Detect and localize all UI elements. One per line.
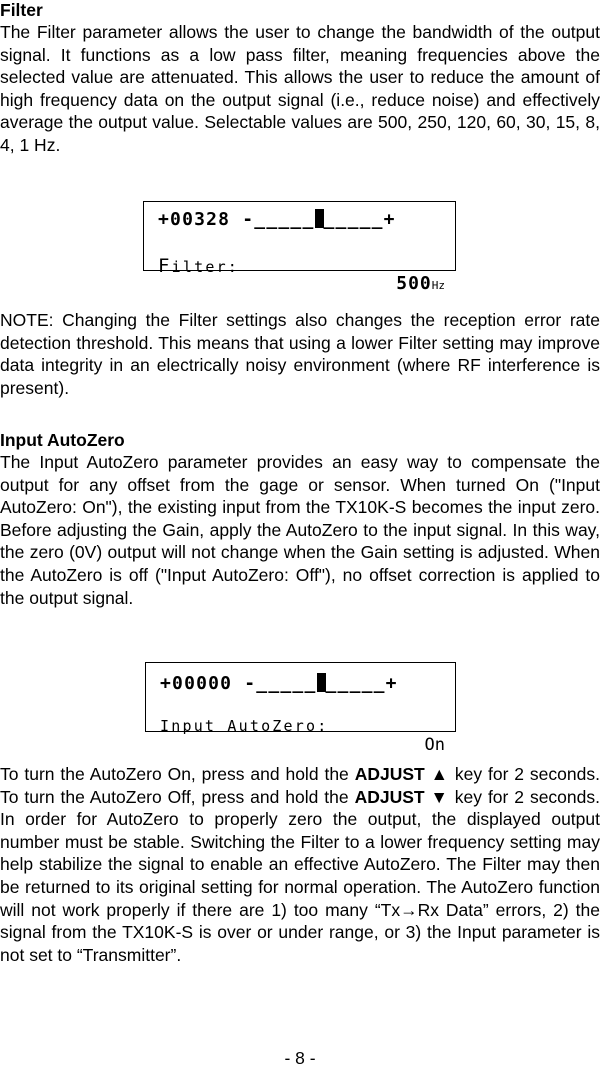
instructions-part-2: key for 2 seconds. To turn the AutoZero Off, press and hold the <box>0 764 600 807</box>
filter-lcd-label-initial: F <box>158 255 172 277</box>
autozero-instructions <box>0 763 600 966</box>
autozero-lcd-reading: +00000 <box>160 673 233 694</box>
instructions-part-3: key for 2 seconds. In order for AutoZero to properly zero the output, the displayed output number must be stable. Switching the Filter to a lower frequency setting may help stabilize the signal to enable an effective AutoZero. The Filter may then be returned to its original setting for normal operation. The AutoZero function will not work properly if there are 1) too many “Tx→Rx Data” errors, 2) the signal from the TX10K-S is over or under range, or 3) the Input parameter is not set to “Transmitter”. <box>0 786 600 965</box>
autozero-heading: Input AutoZero <box>0 430 125 450</box>
instructions-part-1: To turn the AutoZero On, press and hold the <box>0 764 355 784</box>
filter-value-unit: Hz <box>431 279 445 292</box>
bar-cursor-block <box>317 673 326 692</box>
page-number: - 8 - <box>284 1048 316 1068</box>
autozero-lcd-line1 <box>160 673 398 694</box>
filter-lcd-value <box>396 273 445 294</box>
filter-lcd-line1 <box>158 209 396 230</box>
filter-lcd-bar-left: -_____ <box>230 209 315 230</box>
filter-lcd-label-rest: ilter: <box>171 258 240 276</box>
autozero-lcd-display <box>145 662 456 755</box>
filter-value-number: 500 <box>396 273 432 294</box>
adjust-down-key: ADJUST ▼ <box>354 786 449 807</box>
bar-cursor-block <box>315 209 324 228</box>
autozero-lcd-line2 <box>160 699 445 755</box>
filter-lcd-display <box>143 201 456 294</box>
autozero-description: The Input AutoZero parameter provides an easy way to compensate the output for any offset from the gage or sensor. When turned On ("Input AutoZero: On"), the existing input from the TX10K-S becomes the input zero. Before adjusting the Gain, apply the AutoZero to the input signal. In this way, the zero (0V) output will not change when the Gain setting is adjusted. When the AutoZero is off ("Input AutoZero: Off"), no offset correction is applied to the output signal. <box>0 452 600 608</box>
adjust-up-key: ADJUST ▲ <box>354 764 449 784</box>
autozero-lcd-value: On <box>424 735 445 755</box>
autozero-lcd-label: Input AutoZero: <box>160 717 329 735</box>
filter-heading: Filter <box>0 0 43 20</box>
autozero-lcd-bar-left: -_____ <box>232 673 317 694</box>
filter-lcd-bar-right: _____+ <box>323 209 396 230</box>
filter-note: NOTE: Changing the Filter settings also changes the reception error rate detection threshold. This means that using a lower Filter setting may improve data integrity in an electrically noisy environment (where RF interference is present). <box>0 310 600 398</box>
filter-lcd-line2 <box>158 237 445 294</box>
autozero-lcd-bar-right: _____+ <box>325 673 398 694</box>
filter-lcd-reading: +00328 <box>158 209 231 230</box>
filter-lcd-label <box>158 255 239 277</box>
filter-description: The Filter parameter allows the user to change the bandwidth of the output signal. It functions as a low pass filter, meaning frequencies above the selected value are attenuated. This allows the user to reduce the amount of high frequency data on the output signal (i.e., reduce noise) and effectively average the output value. Selectable values are 500, 250, 120, 60, 30, 15, 8, 4, 1 Hz. <box>0 22 600 155</box>
